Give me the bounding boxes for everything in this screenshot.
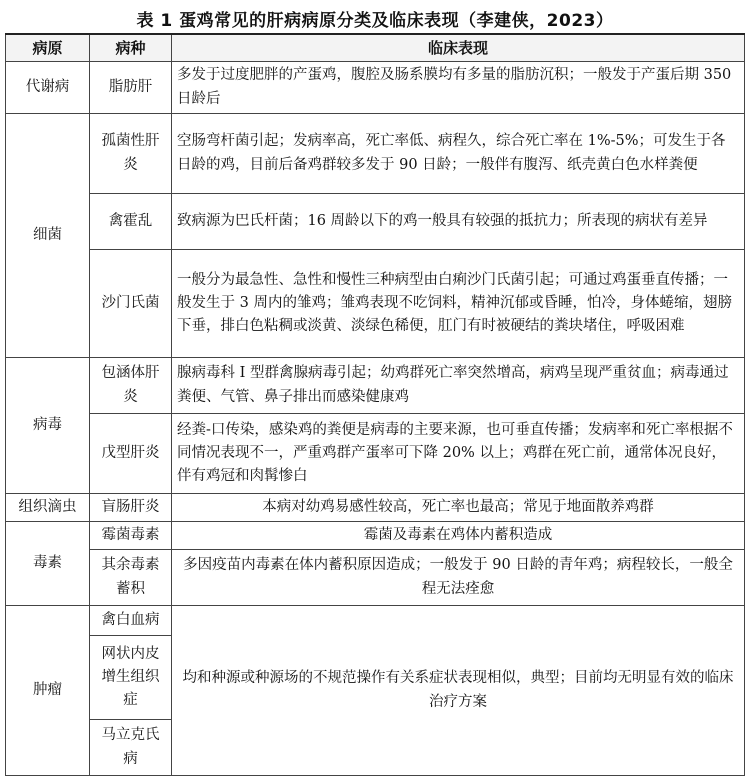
pathogen-cell: 肿瘤 bbox=[6, 606, 90, 776]
pathogen-cell: 病毒 bbox=[6, 358, 90, 494]
clinical-cell: 本病对幼鸡易感性较高，死亡率也最高；常见于地面散养鸡群 bbox=[172, 494, 745, 522]
table-row bbox=[6, 494, 745, 522]
disease-cell: 其余毒素蓄积 bbox=[90, 550, 172, 606]
clinical-cell: 霉菌及毒素在鸡体内蓄积造成 bbox=[172, 522, 745, 550]
clinical-cell: 经粪-口传染，感染鸡的粪便是病毒的主要来源，也可垂直传播；发病率和死亡率根据不同情况表现不一，严重鸡群产蛋率可下降 20% 以上；鸡群在死亡前，通常体况良好，伴有鸡冠和肉髯惨白 bbox=[172, 414, 745, 494]
pathogen-cell: 细菌 bbox=[6, 114, 90, 358]
header-pathogen: 病原 bbox=[6, 34, 90, 62]
clinical-cell: 多因疫苗内毒素在体内蓄积原因造成；一般发于 90 日龄的青年鸡；病程较长，一般全程无法痊愈 bbox=[172, 550, 745, 606]
disease-cell: 网状内皮增生组织症 bbox=[90, 636, 172, 720]
disease-cell: 盲肠肝炎 bbox=[90, 494, 172, 522]
clinical-cell: 均和种源或种源场的不规范操作有关系症状表现相似，典型；目前均无明显有效的临床治疗方案 bbox=[172, 606, 745, 776]
disease-cell: 霉菌毒素 bbox=[90, 522, 172, 550]
table-row bbox=[6, 358, 745, 414]
disease-cell: 沙门氏菌 bbox=[90, 250, 172, 358]
disease-cell: 脂肪肝 bbox=[90, 62, 172, 114]
disease-cell: 禽白血病 bbox=[90, 606, 172, 636]
disease-cell: 孤菌性肝炎 bbox=[90, 114, 172, 194]
table-row bbox=[6, 522, 745, 550]
clinical-cell: 腺病毒科 I 型群禽腺病毒引起；幼鸡群死亡率突然增高，病鸡呈现严重贫血；病毒通过粪便、气管、鼻子排出而感染健康鸡 bbox=[172, 358, 745, 414]
clinical-cell: 空肠弯杆菌引起；发病率高，死亡率低、病程久，综合死亡率在 1%-5%；可发生于各日龄的鸡，目前后备鸡群较多发于 90 日龄；一般伴有腹泻、纸壳黄白色水样粪便 bbox=[172, 114, 745, 194]
disease-cell: 禽霍乱 bbox=[90, 194, 172, 250]
pathogen-cell: 代谢病 bbox=[6, 62, 90, 114]
header-row bbox=[6, 34, 745, 62]
clinical-cell: 多发于过度肥胖的产蛋鸡，腹腔及肠系膜均有多量的脂肪沉积；一般发于产蛋后期 350 日龄后 bbox=[172, 62, 745, 114]
pathogen-cell: 组织滴虫 bbox=[6, 494, 90, 522]
table-row bbox=[6, 62, 745, 114]
clinical-cell: 致病源为巴氏杆菌；16 周龄以下的鸡一般具有较强的抵抗力；所表现的病状有差异 bbox=[172, 194, 745, 250]
pathogen-cell: 毒素 bbox=[6, 522, 90, 606]
table-row bbox=[6, 250, 745, 358]
header-clinical: 临床表现 bbox=[172, 34, 745, 62]
clinical-cell: 一般分为最急性、急性和慢性三种病型由白痢沙门氏菌引起；可通过鸡蛋垂直传播；一般发生于 3 周内的雏鸡；雏鸡表现不吃饲料，精神沉郁或昏睡，怕冷，身体蜷缩，翅膀下垂，排白色粘稠或淡黄、淡绿色稀便，肛门有时被硬结的粪块堵住，呼吸困难 bbox=[172, 250, 745, 358]
table-row bbox=[6, 550, 745, 606]
liver-disease-table bbox=[5, 33, 745, 776]
table-row bbox=[6, 606, 745, 636]
disease-cell: 包涵体肝炎 bbox=[90, 358, 172, 414]
table-row bbox=[6, 194, 745, 250]
table-row bbox=[6, 414, 745, 494]
table-row bbox=[6, 114, 745, 194]
table-title: 表 1 蛋鸡常见的肝病病原分类及临床表现（李建侠，2023） bbox=[136, 11, 614, 31]
disease-cell: 马立克氏病 bbox=[90, 720, 172, 776]
header-disease: 病种 bbox=[90, 34, 172, 62]
disease-cell: 戊型肝炎 bbox=[90, 414, 172, 494]
